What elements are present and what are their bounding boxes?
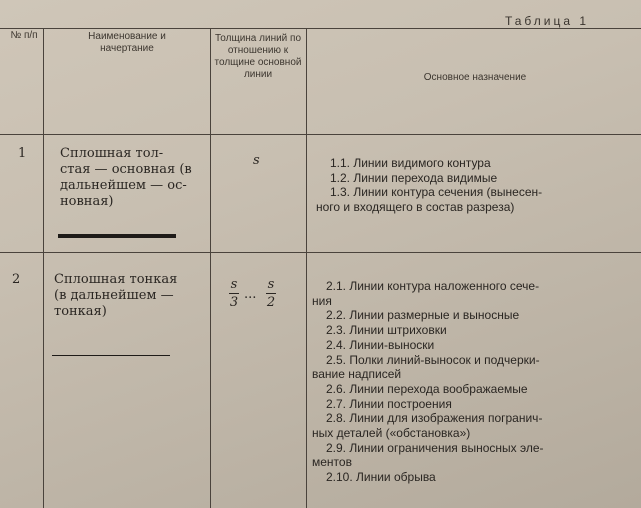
column-divider-name: [210, 28, 211, 508]
column-divider-number: [43, 28, 44, 508]
header-bottom-border: [0, 134, 641, 135]
thickness-fraction-min: s 3: [229, 277, 239, 310]
thickness-range-separator: ...: [244, 287, 257, 302]
thick-line-sample: [58, 234, 176, 238]
header-purpose: Основное назначение: [423, 72, 527, 83]
thickness-fraction-max: s 2: [266, 277, 276, 310]
header-thickness: Толщина линий по отношению к толщине основной линии: [214, 33, 302, 80]
thickness-value: s: [253, 153, 260, 168]
thin-line-sample: [52, 355, 170, 356]
column-divider-thickness: [306, 28, 307, 508]
row-name: Сплошная тол- стая — основная (в дальнейшем — ос- новная): [60, 146, 192, 209]
table-top-border: [0, 28, 641, 29]
table-caption: Таблица 1: [504, 14, 589, 28]
row-purpose: 1.1. Линии видимого контура 1.2. Линии перехода видимые 1.3. Линии контура сечения (вынесен- ного и входящего в состав разреза): [316, 156, 543, 215]
row-number: 2: [12, 272, 21, 287]
row-divider: [0, 252, 641, 253]
row-purpose: 2.1. Линии контура наложенного сече- ния 2.2. Линии размерные и выносные 2.3. Линии штриховки 2.4. Линии-выноски 2.5. Полки линий-выносок и подчерки- вание надписей 2.6. Линии перехода воображаемые 2.7. Линии построения 2.8. Линии для изображения погранич- ных деталей («обстановка») 2.9. Линии ограничения выносных эле- ментов 2.10. Линии обрыва: [312, 279, 544, 485]
header-number: № п/п: [10, 30, 38, 41]
header-name: Наименование и начертание: [88, 31, 166, 54]
row-number: 1: [18, 146, 27, 161]
row-name: Сплошная тонкая (в дальнейшем — тонкая): [54, 272, 178, 319]
